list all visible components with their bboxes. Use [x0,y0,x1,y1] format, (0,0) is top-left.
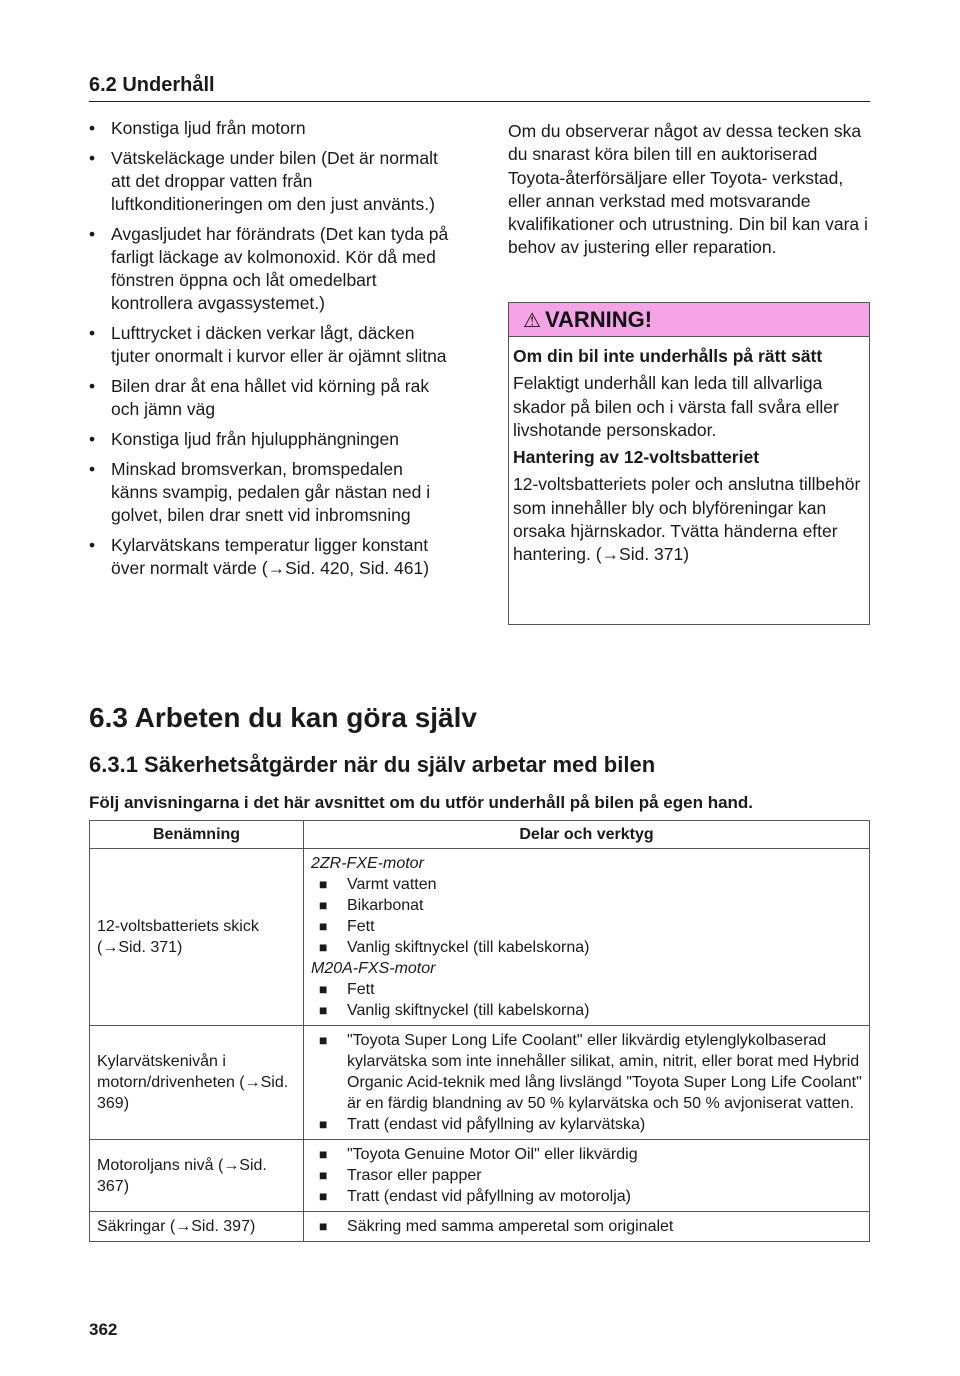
bullet-icon: • [89,148,96,168]
warning-text: 12-voltsbatteriets poler och anslutna tillbehör som innehåller bly och blyföreningar kan orsaka hjärnskador. Tvätta händerna efter hantering. (→Sid. 371) [513,474,861,565]
subsection-heading: 6.3.1 Säkerhetsåtgärder när du själv arbetar med bilen [89,752,656,777]
table-cell-name: Kylarvätskenivån i motorn/drivenheten (→Sid. 369) [90,1026,304,1140]
list-item: • Konstiga ljud från motorn [89,118,306,138]
square-bullet-icon: ■ [319,876,328,892]
list-item: • Minskad bromsverkan, bromspedalen känns svampig, pedalen går nästan ned i golvet, bilen drar snett vid inbromsning [89,459,431,525]
table-row [90,849,870,1026]
square-bullet-icon: ■ [319,1002,328,1018]
column-header: Benämning [90,821,304,849]
engine-label: 2ZR-FXE-motor [311,855,424,872]
bullet-icon: • [89,323,96,343]
warning-triangle-icon: ⚠ [523,310,541,332]
square-bullet-icon: ■ [319,981,328,997]
table-cell-items [304,1026,870,1140]
bullet-icon: • [89,376,96,396]
table-header-row [90,821,870,849]
square-bullet-icon: ■ [319,1188,328,1204]
list-item: ■ Trasor eller papper [319,1167,482,1184]
square-bullet-icon: ■ [319,939,328,955]
list-item: • Vätskeläckage under bilen (Det är normalt att det droppar vatten från luftkonditioneringen om den just använts.) [89,148,438,214]
square-bullet-icon: ■ [319,1116,328,1132]
square-bullet-icon: ■ [319,1032,328,1048]
symptom-list [89,117,454,580]
warning-text: Felaktigt underhåll kan leda till allvarliga skador på bilen och i värsta fall svåra eller livshotande personskador. [513,373,839,440]
header-rule [89,101,870,102]
table-cell-name: Motoroljans nivå (→Sid. 367) [90,1140,304,1212]
list-item: ■ "Toyota Genuine Motor Oil" eller likvärdig [319,1146,638,1163]
table-cell-name: Säkringar (→Sid. 397) [90,1212,304,1242]
list-item: ■ Tratt (endast vid påfyllning av motorolja) [319,1188,631,1205]
table-row [90,1212,870,1242]
list-item: ■ Bikarbonat [319,897,424,914]
warning-body [509,337,869,567]
list-item: ■ Vanlig skiftnyckel (till kabelskorna) [319,939,590,956]
list-item: ■ Fett [319,981,375,998]
list-item: ■ Vanlig skiftnyckel (till kabelskorna) [319,1002,590,1019]
engine-label: M20A-FXS-motor [311,960,436,977]
list-item: • Avgasljudet har förändrats (Det kan tyda på farligt läckage av kolmonoxid. Kör då med fönstren öppna och låt omedelbart kontrollera avgassystemet.) [89,224,449,313]
table-cell-items [304,849,870,1026]
list-item: ■ Varmt vatten [319,876,437,893]
table-cell-items [304,1212,870,1242]
advice-paragraph: Om du observerar något av dessa tecken ska du snarast köra bilen till en auktoriserad Toyota-återförsäljare eller Toyota- verkstad, eller annan verkstad med motsvarande kvalifikationer och utrustning. Din bil kan vara i behov av justering eller reparation. [508,121,868,258]
table-row [90,1026,870,1140]
list-item: • Kylarvätskans temperatur ligger konstant över normalt värde (→Sid. 420, Sid. 461) [89,535,430,578]
list-item: • Lufttrycket i däcken verkar lågt, däcken tjuter onormalt i kurvor eller är ojämnt slitna [89,323,447,366]
bullet-icon: • [89,535,96,555]
table-cell-name: 12-voltsbatteriets skick (→Sid. 371) [90,849,304,1026]
warning-subheading: Hantering av 12-voltsbatteriet [513,447,760,468]
warning-subheading: Om din bil inte underhålls på rätt sätt [513,346,823,366]
intro-text: Följ anvisningarna i det här avsnittet om du utför underhåll på bilen på egen hand. [89,793,754,812]
column-header: Delar och verktyg [304,821,870,849]
bullet-icon: • [89,224,96,244]
list-item: ■ Tratt (endast vid påfyllning av kylarvätska) [319,1116,646,1133]
bullet-icon: • [89,118,96,138]
square-bullet-icon: ■ [319,918,328,934]
square-bullet-icon: ■ [319,1218,328,1234]
list-item: ■ "Toyota Super Long Life Coolant" eller likvärdig etylenglykolbaserad kylarvätska som inte innehåller silikat, amin, nitrit, eller borat med Hybrid Organic Acid-teknik med lång livslängd "Toyota Super Long Life Coolant" är en färdig blandning av 50 % kylarvätska och 50 % avjoniserat vatten. [319,1032,862,1112]
square-bullet-icon: ■ [319,897,328,913]
warning-box [508,302,870,625]
tools-table [89,820,870,1242]
bullet-icon: • [89,459,96,479]
page-number: 362 [89,1320,118,1339]
bullet-icon: • [89,429,96,449]
warning-title: VARNING! [544,307,653,332]
square-bullet-icon: ■ [319,1146,328,1162]
list-item: ■ Säkring med samma amperetal som originalet [319,1218,674,1235]
section-header: 6.2 Underhåll [89,74,215,96]
warning-header [509,303,869,337]
list-item: ■ Fett [319,918,375,935]
section-heading: 6.3 Arbeten du kan göra själv [89,702,477,733]
symptom-list-column [89,117,454,587]
list-item: • Bilen drar åt ena hållet vid körning på rak och jämn väg [89,376,430,419]
list-item: • Konstiga ljud från hjulupphängningen [89,429,400,449]
square-bullet-icon: ■ [319,1167,328,1183]
table-row [90,1140,870,1212]
table-cell-items [304,1140,870,1212]
